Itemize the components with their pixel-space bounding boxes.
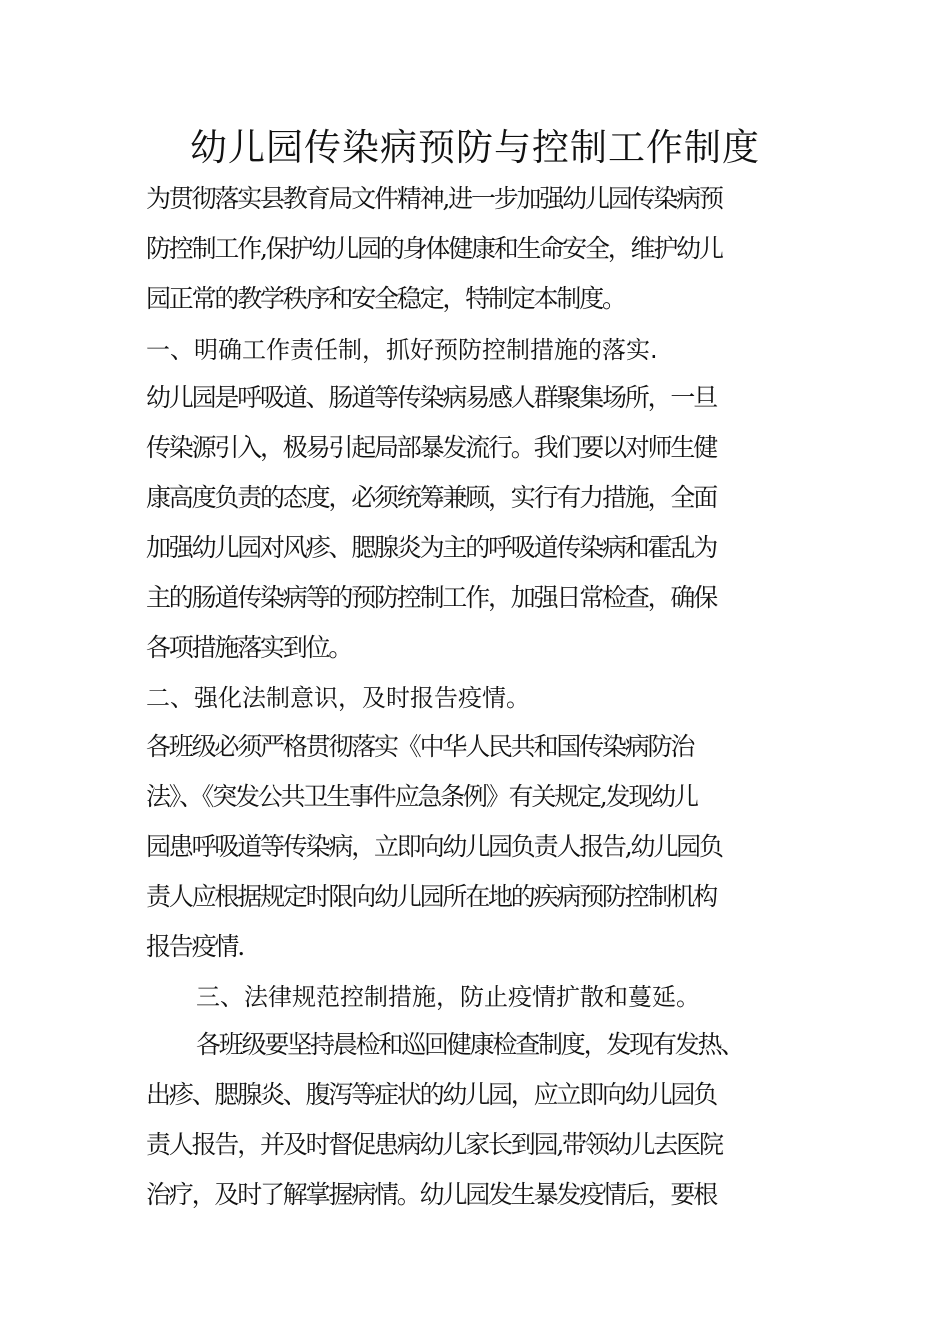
section-2-line: 责人应根据规定时限向幼儿园所在地的疾病预防控制机构	[146, 882, 717, 911]
intro-paragraph	[146, 174, 826, 324]
intro-line: 园正常的教学秩序和安全稳定，特制定本制度。	[146, 284, 625, 313]
section-2-line: 报告疫情.	[146, 932, 243, 961]
section-2-line: 法》、《突发公共卫生事件应急条例》有关规定,发现幼儿	[146, 782, 697, 811]
section-2-heading: 二、强化法制意识，及时报告疫情。	[146, 684, 530, 712]
section-1-paragraph	[146, 373, 826, 673]
section-1-line: 传染源引入，极易引起局部暴发流行。我们要以对师生健	[146, 433, 717, 462]
intro-line: 防控制工作,保护幼儿园的身体健康和生命安全，维护幼儿	[146, 234, 722, 263]
section-3-line: 出疹、腮腺炎、腹泻等症状的幼儿园，应立即向幼儿园负	[146, 1080, 717, 1109]
section-3-line: 治疗，及时了解掌握病情。幼儿园发生暴发疫情后，要根	[146, 1180, 717, 1209]
section-1-line: 各项措施落实到位。	[146, 633, 352, 662]
section-2-paragraph	[146, 722, 826, 972]
document-title: 幼儿园传染病预防与控制工作制度	[190, 126, 760, 169]
section-1-line: 幼儿园是呼吸道、肠道等传染病易感人群聚集场所，一旦	[146, 383, 717, 412]
section-3-paragraph	[146, 1020, 826, 1220]
section-2-line: 园患呼吸道等传染病，立即向幼儿园负责人报告,幼儿园负	[146, 832, 722, 861]
section-1-line: 康高度负责的态度，必须统筹兼顾，实行有力措施，全面	[146, 483, 717, 512]
section-1-heading: 一、明确工作责任制，抓好预防控制措施的落实.	[146, 336, 658, 364]
intro-line: 为贯彻落实县教育局文件精神,进一步加强幼儿园传染病预	[146, 184, 722, 213]
section-3-heading: 三、法律规范控制措施，防止疫情扩散和蔓延。	[196, 983, 700, 1011]
section-1-line: 主的肠道传染病等的预防控制工作，加强日常检查，确保	[146, 583, 717, 612]
section-2-line: 各班级必须严格贯彻落实《中华人民共和国传染病防治	[146, 732, 694, 761]
section-3-line: 各班级要坚持晨检和巡回健康检查制度，发现有发热、	[196, 1030, 744, 1059]
section-3-line: 责人报告，并及时督促患病幼儿家长到园,带领幼儿去医院	[146, 1130, 722, 1159]
section-1-line: 加强幼儿园对风疹、腮腺炎为主的呼吸道传染病和霍乱为	[146, 533, 717, 562]
